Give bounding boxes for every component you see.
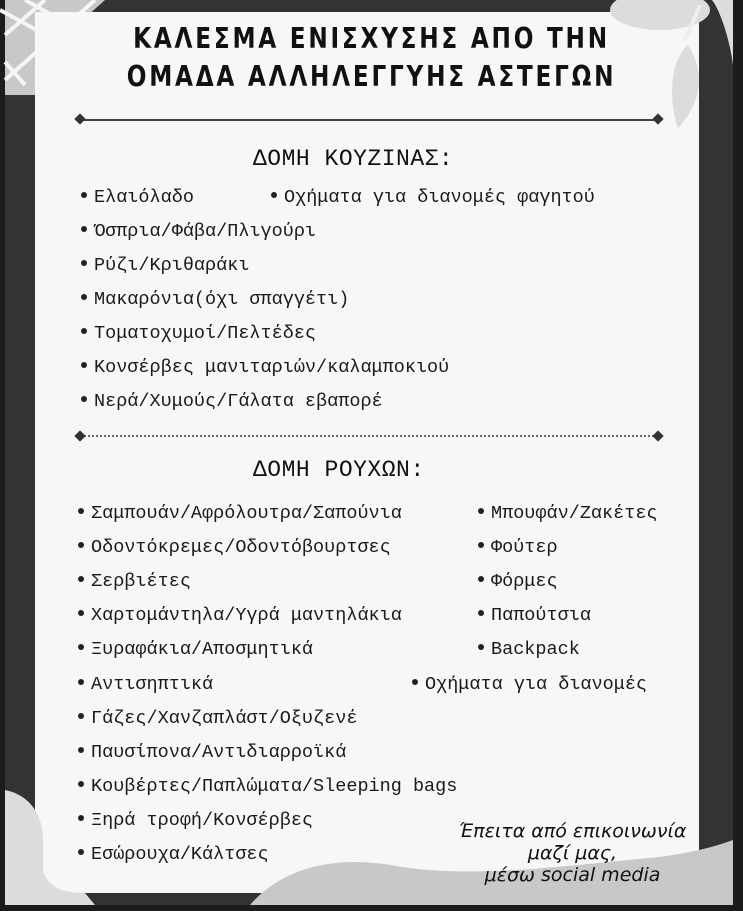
clothing-side-item: Παπούτσια xyxy=(478,604,591,628)
bullet-icon xyxy=(78,747,84,753)
kitchen-item: Τοματοχυμοί/Πελτέδες xyxy=(81,322,316,346)
poster-title xyxy=(30,20,714,96)
clothing-item: Σερβιέτες xyxy=(78,570,191,594)
clothing-heading: ΔΟΜΗ ΡΟΥΧΩΝ: xyxy=(253,457,425,483)
note-line-3: μέσω social media xyxy=(484,864,661,886)
kitchen-item: Νερά/Χυμούς/Γάλατα εβαπορέ xyxy=(81,390,383,414)
bullet-icon xyxy=(478,508,484,514)
clothing-side-item: Μπουφάν/Ζακέτες xyxy=(478,502,658,526)
bullet-icon xyxy=(78,576,84,582)
bullet-icon xyxy=(271,192,277,198)
kitchen-item: Κονσέρβες μανιταριών/καλαμποκιού xyxy=(81,356,449,380)
bullet-icon xyxy=(78,542,84,548)
clothing-item: Ξηρά τροφή/Κονσέρβες xyxy=(78,809,313,833)
handwritten-note xyxy=(410,820,735,886)
kitchen-item: Όσπρια/Φάβα/Πλιγούρι xyxy=(81,220,316,244)
kitchen-side-item: Οχήματα για διανομές φαγητού xyxy=(271,186,595,210)
clothing-side-item: Οχήματα για διανομές xyxy=(412,673,647,697)
bullet-icon xyxy=(81,192,87,198)
clothing-item: Χαρτομάντηλα/Υγρά μαντηλάκια xyxy=(78,604,402,628)
bullet-icon xyxy=(78,508,84,514)
bullet-icon xyxy=(412,679,418,685)
bullet-icon xyxy=(478,542,484,548)
bullet-icon xyxy=(78,610,84,616)
bullet-icon xyxy=(478,610,484,616)
title-divider xyxy=(80,119,658,121)
clothing-item: Γάζες/Χανζαπλάστ/Οξυζενέ xyxy=(78,707,357,731)
clothing-item: Ξυραφάκια/Αποσμητικά xyxy=(78,638,313,662)
clothing-item: Σαμπουάν/Αφρόλουτρα/Σαπούνια xyxy=(78,502,402,526)
clothing-item: Κουβέρτες/Παπλώματα/Sleeping bags xyxy=(78,775,457,799)
clothing-side-item: Φούτερ xyxy=(478,536,558,560)
bullet-icon xyxy=(81,260,87,266)
section-divider xyxy=(80,435,658,437)
clothing-item: Αντισηπτικά xyxy=(78,673,213,697)
bullet-icon xyxy=(78,849,84,855)
kitchen-heading: ΔΟΜΗ ΚΟΥΖΙΝΑΣ: xyxy=(253,146,454,172)
bullet-icon xyxy=(81,396,87,402)
bullet-icon xyxy=(478,576,484,582)
bullet-icon xyxy=(78,713,84,719)
bullet-icon xyxy=(478,644,484,650)
bullet-icon xyxy=(78,644,84,650)
bullet-icon xyxy=(81,328,87,334)
clothing-side-item: Φόρμες xyxy=(478,570,558,594)
bullet-icon xyxy=(81,294,87,300)
note-line-2: μαζί μας, xyxy=(527,842,618,864)
clothing-side-item: Backpack xyxy=(478,638,580,662)
bullet-icon xyxy=(81,226,87,232)
title-line-2: ΟΜΑΔΑ ΑΛΛΗΛΕΓΓΥΗΣ ΑΣΤΕΓΩΝ xyxy=(126,60,617,93)
bullet-icon xyxy=(78,815,84,821)
bullet-icon xyxy=(78,679,84,685)
kitchen-item: Ελαιόλαδο xyxy=(81,186,194,210)
note-line-1: Έπειτα από επικοινωνία xyxy=(458,820,687,842)
clothing-item: Εσώρουχα/Κάλτσες xyxy=(78,843,269,867)
clothing-item: Οδοντόκρεμες/Οδοντόβουρτσες xyxy=(78,536,391,560)
kitchen-item: Μακαρόνια(όχι σπαγγέτι) xyxy=(81,288,349,312)
bullet-icon xyxy=(81,362,87,368)
bullet-icon xyxy=(78,781,84,787)
kitchen-item: Ρύζι/Κριθαράκι xyxy=(81,254,249,278)
clothing-item: Παυσίπονα/Αντιδιαρροϊκά xyxy=(78,741,346,765)
title-line-1: ΚΑΛΕΣΜΑ ΕΝΙΣΧΥΣΗΣ ΑΠΟ ΤΗΝ xyxy=(133,22,610,55)
